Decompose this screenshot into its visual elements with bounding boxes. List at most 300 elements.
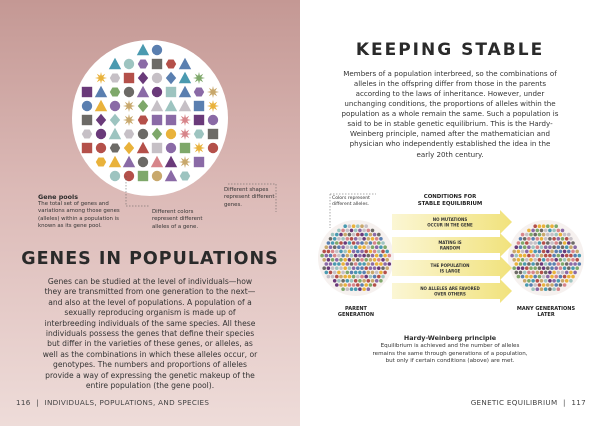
pop-left-dot-117 (385, 258, 389, 262)
pop-left-dot-2 (352, 224, 356, 228)
pop-left-dot-115 (377, 258, 381, 262)
pop-right-dot-83 (571, 250, 575, 254)
pop-left-dot-182 (346, 279, 350, 283)
pop-left-dot-166 (331, 275, 335, 279)
pop-left-dot-70 (327, 250, 331, 254)
pop-left-dot-108 (348, 258, 352, 262)
condition-text-1-line1: NO MUTATIONS (432, 217, 468, 222)
pop-right-dot-188 (561, 279, 565, 283)
pop-left-dot-51 (373, 241, 377, 245)
pop-right-dot-112 (554, 258, 558, 262)
pop-left-dot-72 (335, 250, 339, 254)
pop-left-dot-19 (348, 233, 352, 237)
pop-left-dot-118 (325, 262, 329, 266)
pop-right-dot-128 (557, 262, 561, 266)
pop-right-dot-125 (544, 262, 548, 266)
pop-left-dot-202 (346, 287, 350, 291)
pop-left-dot-75 (348, 250, 352, 254)
pop-left-dot-10 (354, 229, 358, 233)
pop-left-dot-74 (343, 250, 347, 254)
pop-right-dot-4 (550, 224, 554, 228)
pop-left-dot-186 (362, 279, 366, 283)
conditions-title-line1: CONDITIONS FOR (423, 194, 477, 200)
pop-left-dot-114 (373, 258, 377, 262)
pop-right-dot-151 (519, 271, 523, 275)
pop-left-dot-207 (367, 287, 371, 291)
pop-left-dot-135 (327, 266, 331, 270)
pop-right-dot-0 (533, 224, 537, 228)
pop-right-dot-109 (542, 258, 546, 262)
pop-right-dot-98 (565, 254, 569, 258)
pop-right-dot-58 (531, 245, 535, 249)
pop-right-dot-96 (557, 254, 561, 258)
pop-right-dot-9 (540, 229, 544, 233)
pop-left-dot-18 (343, 233, 347, 237)
pop-right-dot-166 (521, 275, 525, 279)
pop-right-dot-185 (548, 279, 552, 283)
pop-right-dot-107 (533, 258, 537, 262)
pop-right-dot-67 (569, 245, 573, 249)
pop-right-dot-17 (529, 233, 533, 237)
keeping-stable-body: Members of a population interbreed, so the combinations of alleles in the offspring differ from those in the parents according to the laws of inheritance. However, under unchanging conditions, the proportions of alleles within the population as a whole remain the same. Such a population is said to be in stable genetic equilibrium. This is the Hardy-Weinberg principle, named after the mathematician and physician who independently established the idea in the early 20th century. (341, 69, 559, 159)
pop-left-dot-56 (333, 245, 337, 249)
pop-left-dot-156 (350, 271, 354, 275)
pop-left-dot-194 (348, 283, 352, 287)
pop-left-dot-31 (346, 237, 350, 241)
pop-right-dot-197 (550, 283, 554, 287)
pop-left-dot-80 (369, 250, 373, 254)
left-footer-section: INDIVIDUALS, POPULATIONS, AND SPECIES (44, 398, 210, 407)
pop-right-dot-63 (552, 245, 556, 249)
pop-left-dot-177 (377, 275, 381, 279)
pop-left-dot-97 (371, 254, 375, 258)
pop-right-dot-157 (544, 271, 548, 275)
pop-left-dot-120 (333, 262, 337, 266)
pop-right-dot-124 (540, 262, 544, 266)
pop-left-dot-93 (354, 254, 358, 258)
pop-left-dot-49 (364, 241, 368, 245)
pop-right-dot-204 (544, 287, 548, 291)
pop-right-dot-144 (554, 266, 558, 270)
pop-left-dot-178 (381, 275, 385, 279)
pop-left-dot-101 (388, 254, 392, 258)
genes-in-populations-body: Genes can be studied at the level of individuals—how they are transmitted from one generation to the next—and also at the level of populations. A population of a sexually reproducing organism is made up of interbreeding individuals of the same species. All these individuals possess the genes that define their species but differ in the varieties of these genes, or alleles, as well as the combinations in which these alleles occur, or genotypes. The numbers and proportions of alleles provide a way of expressing the genetic makeup of the entire population (the gene pool). (42, 277, 258, 390)
pop-left-dot-13 (367, 229, 371, 233)
pop-left-dot-5 (364, 224, 368, 228)
pop-left-dot-78 (360, 250, 364, 254)
pop-left-dot-102 (322, 258, 326, 262)
pop-right-dot-61 (544, 245, 548, 249)
pop-left-dot-189 (375, 279, 379, 283)
pop-right-dot-28 (523, 237, 527, 241)
condition-text-2-line1: MATING IS (438, 240, 462, 245)
pop-right-dot-23 (554, 233, 558, 237)
pop-left-dot-50 (369, 241, 373, 245)
pop-left-dot-137 (335, 266, 339, 270)
pop-left-dot-25 (373, 233, 377, 237)
pop-right-dot-71 (521, 250, 525, 254)
pop-left-dot-149 (385, 266, 389, 270)
pop-left-dot-162 (375, 271, 379, 275)
pop-left-dot-110 (356, 258, 360, 262)
pop-left-dot-4 (360, 224, 364, 228)
pop-left-dot-63 (362, 245, 366, 249)
pop-left-dot-133 (388, 262, 392, 266)
pop-left-dot-58 (341, 245, 345, 249)
shapes-caption: Different shapes represent different genes. (224, 187, 275, 208)
pop-left-dot-134 (322, 266, 326, 270)
pop-right-dot-145 (559, 266, 563, 270)
pop-right-dot-70 (517, 250, 521, 254)
pop-right-dot-33 (544, 237, 548, 241)
pop-right-dot-192 (529, 283, 533, 287)
pop-left-dot-24 (369, 233, 373, 237)
pop-left-dot-36 (367, 237, 371, 241)
pop-right-dot-203 (540, 287, 544, 291)
pop-left-dot-92 (350, 254, 354, 258)
pop-left-dot-105 (335, 258, 339, 262)
pop-left-dot-22 (360, 233, 364, 237)
pop-left-dot-161 (371, 271, 375, 275)
parent-label-line2: GENERATION (337, 312, 375, 318)
hardy-weinberg-caption-text: Equilibrium is achieved and the number of alleles remains the same through generations of a population, but only if certain conditions (above) are met. (372, 343, 528, 365)
pop-left-dot-20 (352, 233, 356, 237)
pop-right-dot-186 (552, 279, 556, 283)
pop-left-dot-27 (329, 237, 333, 241)
condition-text-4-line1: NO ALLELES ARE FAVORED (420, 286, 480, 291)
pop-left-dot-184 (354, 279, 358, 283)
pop-right-dot-106 (529, 258, 533, 262)
pop-left-dot-173 (360, 275, 364, 279)
pop-left-dot-30 (341, 237, 345, 241)
pop-right-dot-79 (554, 250, 558, 254)
pop-left-dot-40 (327, 241, 331, 245)
pop-right-dot-73 (529, 250, 533, 254)
pop-left-dot-199 (369, 283, 373, 287)
pop-left-dot-47 (356, 241, 360, 245)
pop-left-dot-185 (358, 279, 362, 283)
pop-left-dot-188 (371, 279, 375, 283)
pop-left-dot-123 (346, 262, 350, 266)
pop-right-dot-87 (519, 254, 523, 258)
pop-right-dot-105 (525, 258, 529, 262)
pop-left-dot-163 (379, 271, 383, 275)
pop-left-dot-204 (354, 287, 358, 291)
pop-left-dot-144 (364, 266, 368, 270)
pop-right-dot-18 (533, 233, 537, 237)
pop-right-dot-51 (563, 241, 567, 245)
pop-right-dot-40 (517, 241, 521, 245)
pop-right-dot-138 (529, 266, 533, 270)
colors-note-line1: Colors represent (332, 196, 370, 201)
pop-right-dot-150 (515, 271, 519, 275)
pop-right-dot-85 (510, 254, 514, 258)
hardy-weinberg-diagram (300, 188, 600, 328)
pop-right-dot-14 (561, 229, 565, 233)
pop-right-dot-132 (573, 262, 577, 266)
pop-right-dot-177 (567, 275, 571, 279)
pop-left-dot-121 (337, 262, 341, 266)
pop-right-dot-88 (523, 254, 527, 258)
pop-left-dot-200 (373, 283, 377, 287)
pop-right-dot-142 (546, 266, 550, 270)
pop-left-dot-12 (362, 229, 366, 233)
pop-right-dot-94 (548, 254, 552, 258)
left-footer: 116 | INDIVIDUALS, POPULATIONS, AND SPECIES (16, 398, 210, 407)
pop-right-dot-46 (542, 241, 546, 245)
pop-right-dot-66 (565, 245, 569, 249)
gene-pools-caption-text: The total set of genes and variations among those genes (alleles) within a population is known as its gene pool. (38, 201, 120, 229)
pop-left-dot-164 (383, 271, 387, 275)
pop-right-dot-162 (565, 271, 569, 275)
pop-left-dot-55 (329, 245, 333, 249)
pop-right-dot-189 (565, 279, 569, 283)
pop-right-dot-118 (515, 262, 519, 266)
pop-right-dot-101 (578, 254, 582, 258)
pop-right-dot-114 (563, 258, 567, 262)
pop-left-dot-64 (367, 245, 371, 249)
pop-right-dot-187 (557, 279, 561, 283)
pop-left-dot-62 (358, 245, 362, 249)
pop-right-dot-27 (519, 237, 523, 241)
pop-right-dot-62 (548, 245, 552, 249)
pop-right-dot-10 (544, 229, 548, 233)
pop-right-dot-74 (533, 250, 537, 254)
pop-right-dot-202 (536, 287, 540, 291)
pop-left-dot-159 (362, 271, 366, 275)
pop-right-dot-24 (559, 233, 563, 237)
pop-left-dot-76 (352, 250, 356, 254)
pop-right-dot-180 (527, 279, 531, 283)
pop-left-dot-181 (341, 279, 345, 283)
pop-left-dot-14 (371, 229, 375, 233)
pop-right-dot-38 (565, 237, 569, 241)
pop-right-dot-65 (561, 245, 565, 249)
pop-left-dot-147 (377, 266, 381, 270)
pop-right-dot-75 (538, 250, 542, 254)
pop-right-dot-159 (552, 271, 556, 275)
pop-right-dot-104 (521, 258, 525, 262)
pop-right-dot-41 (521, 241, 525, 245)
pop-right-dot-169 (533, 275, 537, 279)
pop-left-dot-131 (379, 262, 383, 266)
pop-right-dot-152 (523, 271, 527, 275)
pop-left-dot-33 (354, 237, 358, 241)
pop-left-dot-152 (333, 271, 337, 275)
pop-left-dot-17 (339, 233, 343, 237)
pop-left-dot-197 (360, 283, 364, 287)
pop-left-dot-44 (343, 241, 347, 245)
pop-left-dot-198 (364, 283, 368, 287)
condition-text-1-line2: OCCUR IN THE GENE (427, 222, 473, 228)
pop-left-dot-122 (341, 262, 345, 266)
pop-right-dot-123 (536, 262, 540, 266)
pop-right-dot-137 (525, 266, 529, 270)
pop-right-dot-148 (571, 266, 575, 270)
pop-right-dot-68 (573, 245, 577, 249)
pop-right-dot-116 (571, 258, 575, 262)
pop-right-dot-45 (538, 241, 542, 245)
pop-left-dot-65 (371, 245, 375, 249)
pop-right-dot-165 (517, 275, 521, 279)
pop-left-dot-142 (356, 266, 360, 270)
pop-right-dot-2 (542, 224, 546, 228)
pop-right-dot-43 (529, 241, 533, 245)
pop-left-dot-71 (331, 250, 335, 254)
pop-left-dot-155 (346, 271, 350, 275)
pop-right-dot-146 (563, 266, 567, 270)
pop-right-dot-131 (569, 262, 573, 266)
pop-right-dot-200 (563, 283, 567, 287)
pop-left-dot-103 (327, 258, 331, 262)
pop-left-dot-124 (350, 262, 354, 266)
pop-right-dot-130 (565, 262, 569, 266)
pop-left-dot-81 (373, 250, 377, 254)
pop-right-dot-35 (552, 237, 556, 241)
condition-text-4-line2: OVER OTHERS (434, 291, 466, 297)
pop-right-dot-78 (550, 250, 554, 254)
conditions-title-line2: STABLE EQUILIBRIUM (417, 201, 483, 207)
pop-right-dot-90 (531, 254, 535, 258)
pop-right-dot-84 (575, 250, 579, 254)
condition-text-3-line1: THE POPULATION (430, 263, 470, 268)
condition-text-2-line2: RANDOM (439, 245, 461, 251)
pop-left-dot-57 (337, 245, 341, 249)
pop-left-dot-84 (385, 250, 389, 254)
pop-right-dot-170 (538, 275, 542, 279)
pop-left-dot-77 (356, 250, 360, 254)
pop-left-dot-119 (329, 262, 333, 266)
pop-left-dot-169 (343, 275, 347, 279)
pop-left-dot-158 (358, 271, 362, 275)
pop-right-dot-93 (544, 254, 548, 258)
pop-left-dot-111 (360, 258, 364, 262)
pop-right-dot-29 (527, 237, 531, 241)
pop-right-dot-25 (563, 233, 567, 237)
pop-right-dot-191 (525, 283, 529, 287)
pop-right-dot-26 (567, 233, 571, 237)
pop-right-dot-97 (561, 254, 565, 258)
pop-right-dot-34 (548, 237, 552, 241)
pop-right-dot-82 (567, 250, 571, 254)
genes-in-populations-heading: GENES IN POPULATIONS (21, 249, 279, 269)
pop-right-dot-196 (546, 283, 550, 287)
pop-right-dot-11 (548, 229, 552, 233)
pop-left-dot-99 (379, 254, 383, 258)
pop-right-dot-147 (567, 266, 571, 270)
pop-left-dot-205 (358, 287, 362, 291)
pop-left-dot-106 (339, 258, 343, 262)
pop-right-dot-32 (540, 237, 544, 241)
pop-left-dot-153 (337, 271, 341, 275)
pop-right-dot-7 (531, 229, 535, 233)
pop-left-dot-91 (346, 254, 350, 258)
pop-left-dot-59 (346, 245, 350, 249)
pop-left-dot-45 (348, 241, 352, 245)
right-page (300, 0, 600, 426)
pop-left-dot-100 (383, 254, 387, 258)
pop-right-dot-8 (536, 229, 540, 233)
pop-left-dot-176 (373, 275, 377, 279)
pop-right-dot-21 (546, 233, 550, 237)
pop-left-dot-179 (333, 279, 337, 283)
hardy-weinberg-caption-title: Hardy-Weinberg principle (403, 334, 497, 342)
pop-right-dot-140 (538, 266, 542, 270)
pop-left-dot-11 (358, 229, 362, 233)
pop-left-dot-192 (339, 283, 343, 287)
left-page-number: 116 (16, 398, 31, 407)
pop-left-dot-136 (331, 266, 335, 270)
pop-right-dot-3 (546, 224, 550, 228)
pop-left-dot-170 (348, 275, 352, 279)
pop-right-dot-149 (575, 266, 579, 270)
pop-right-dot-122 (531, 262, 535, 266)
pop-left-dot-0 (343, 224, 347, 228)
pop-right-dot-19 (538, 233, 542, 237)
pop-right-dot-121 (527, 262, 531, 266)
pop-right-dot-127 (552, 262, 556, 266)
pop-left-dot-146 (373, 266, 377, 270)
pop-left-dot-16 (335, 233, 339, 237)
pop-right-dot-89 (527, 254, 531, 258)
pop-right-dot-134 (512, 266, 516, 270)
pop-left-dot-109 (352, 258, 356, 262)
pop-left-dot-143 (360, 266, 364, 270)
right-footer-section: GENETIC EQUILIBRIUM (470, 398, 558, 407)
pop-right-dot-77 (546, 250, 550, 254)
pop-right-dot-158 (548, 271, 552, 275)
pop-left-dot-66 (375, 245, 379, 249)
pop-right-dot-190 (569, 279, 573, 283)
pop-right-dot-53 (571, 241, 575, 245)
pop-left-dot-34 (358, 237, 362, 241)
pop-right-dot-86 (515, 254, 519, 258)
pop-left-dot-132 (383, 262, 387, 266)
pop-left-dot-139 (343, 266, 347, 270)
pop-left-dot-28 (333, 237, 337, 241)
pop-right-dot-13 (557, 229, 561, 233)
pop-right-dot-80 (559, 250, 563, 254)
pop-left-dot-174 (364, 275, 368, 279)
pop-right-dot-55 (519, 245, 523, 249)
pop-left-dot-83 (381, 250, 385, 254)
pop-left-dot-151 (329, 271, 333, 275)
pop-right-dot-95 (552, 254, 556, 258)
pop-left-dot-9 (350, 229, 354, 233)
pop-left-dot-7 (341, 229, 345, 233)
pop-left-dot-53 (381, 241, 385, 245)
pop-left-dot-191 (335, 283, 339, 287)
pop-right-dot-178 (571, 275, 575, 279)
pop-left-dot-104 (331, 258, 335, 262)
pop-left-dot-43 (339, 241, 343, 245)
pop-right-dot-201 (531, 287, 535, 291)
pop-left-dot-52 (377, 241, 381, 245)
pop-right-dot-174 (554, 275, 558, 279)
pop-right-dot-59 (536, 245, 540, 249)
pop-left-dot-68 (383, 245, 387, 249)
pop-right-dot-99 (569, 254, 573, 258)
pop-left-dot-21 (356, 233, 360, 237)
pop-left-dot-154 (341, 271, 345, 275)
pop-left-dot-128 (367, 262, 371, 266)
pop-right-dot-139 (533, 266, 537, 270)
pop-left-dot-26 (377, 233, 381, 237)
pop-left-dot-165 (327, 275, 331, 279)
pop-left-dot-95 (362, 254, 366, 258)
pop-left-dot-138 (339, 266, 343, 270)
pop-left-dot-196 (356, 283, 360, 287)
